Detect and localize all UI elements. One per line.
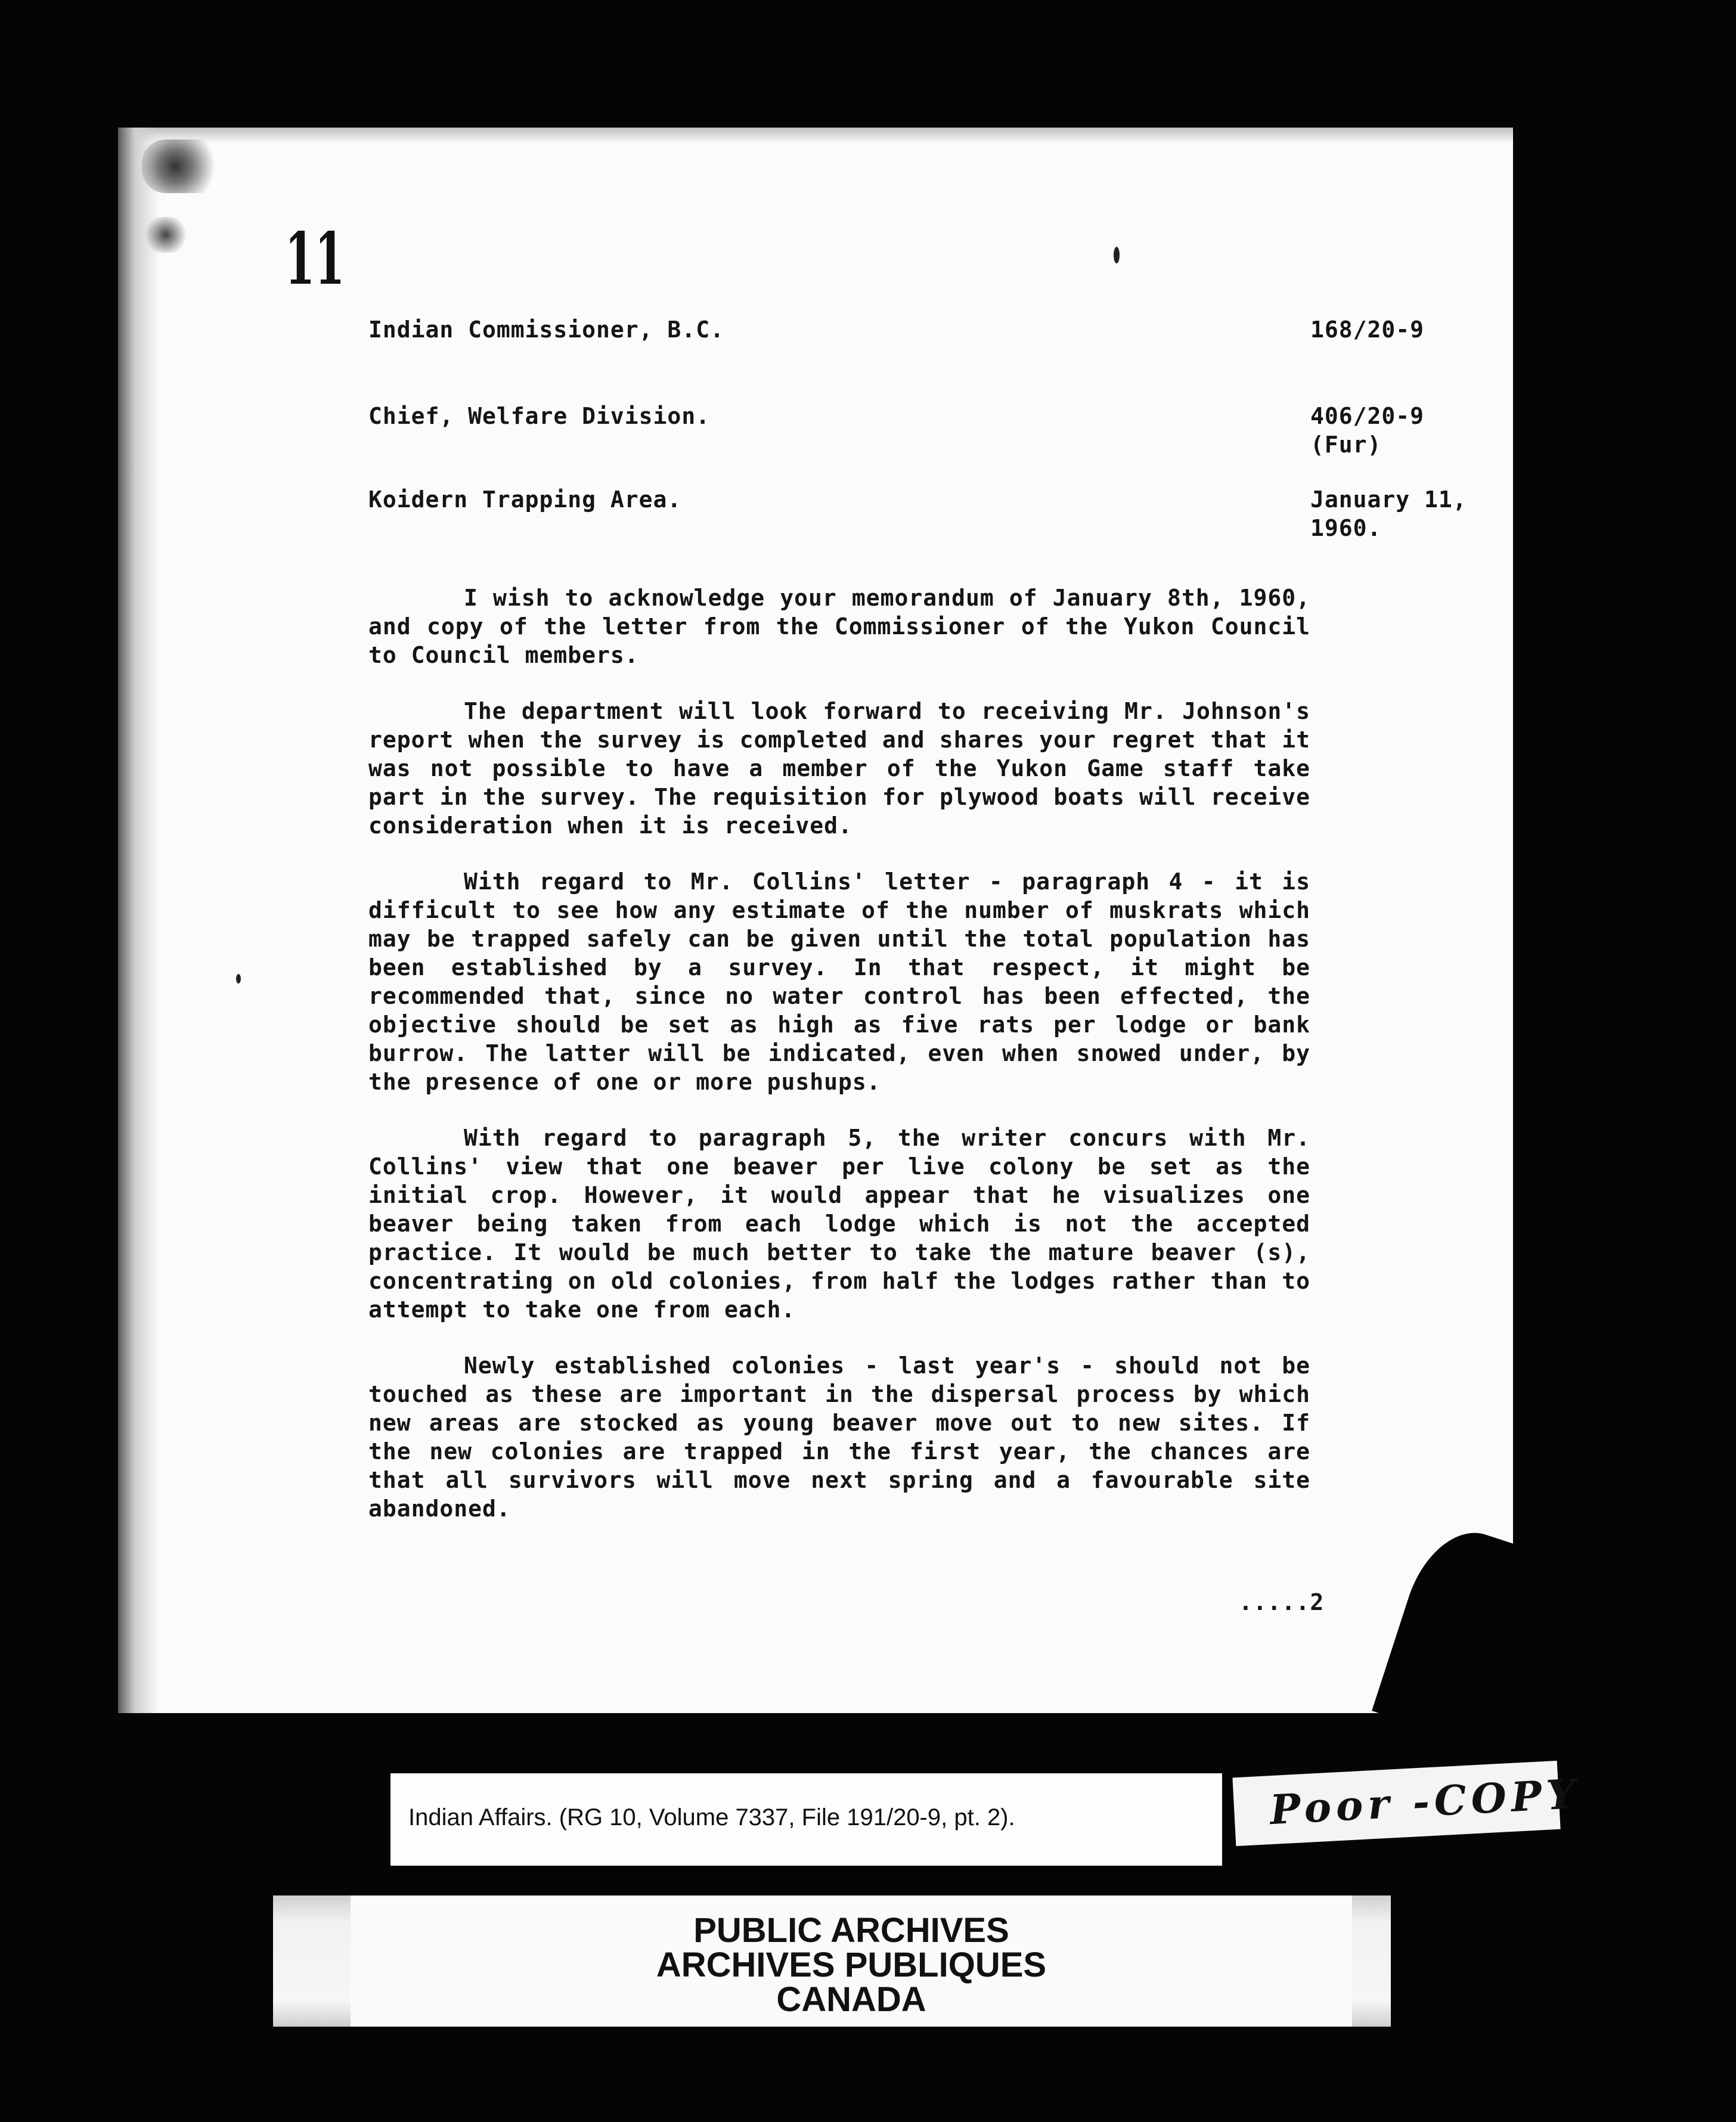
handwritten-page-number: 11 (285, 217, 345, 301)
staple-mark-lower (142, 217, 190, 253)
poor-copy-text: Poor -COPY (1269, 1770, 1582, 1835)
staple-mark (142, 139, 225, 193)
continuation-marker: .....2 (1239, 1589, 1325, 1615)
citation-text: Indian Affairs. (RG 10, Volume 7337, File 191/20-9, pt. 2). (408, 1804, 1015, 1831)
torn-page-corner (1372, 1518, 1513, 1713)
page-left-edge-shadow (118, 128, 160, 1713)
page-top-shadow (118, 128, 1513, 143)
memo-body (368, 584, 1310, 1550)
paragraph: With regard to paragraph 5, the writer concurs with Mr. Collins' view that one beaver per live colony be set as the initial crop. However, it would appear that he visualizes one beaver being taken from each lodge which is not the accepted practice. It would be much better to take the mature beaver (s), concentrating on old colonies, from half the lodges rather than to attempt to take one from each. (368, 1125, 1310, 1323)
paragraph: I wish to acknowledge your memorandum of January 8th, 1960, and copy of the letter from the Commissioner of the Yukon Council to Council members. (368, 585, 1310, 668)
header-recipient: Indian Commissioner, B.C. (368, 317, 724, 343)
header-row-to (368, 315, 1425, 344)
paragraph: Newly established colonies - last year's - should not be touched as these are important in the dispersal process by which new areas are stocked as young beaver move out to new sites. If the new colonies are trapped in the first year, the chances are that all survivors will move next spring and a favourable site abandoned. (368, 1352, 1310, 1522)
archive-stamp-line: ARCHIVES PUBLIQUES (656, 1946, 1047, 1984)
paragraph: With regard to Mr. Collins' letter - paragraph 4 - it is difficult to see how any estimate of the number of muskrats which may be trapped safely can be given until the total population has been established by a survey. In that respect, it might be recommended that, since no water control has been effected, the objective should be set as high as five rats per lodge or bank burrow. The latter will be indicated, even when snowed under, by the presence of one or more pushups. (368, 868, 1310, 1095)
paragraph: The department will look forward to receiving Mr. Johnson's report when the survey is completed and shares your regret that it was not possible to have a member of the Yukon Game staff take part in the survey. The requisition for plywood boats will receive consideration when it is received. (368, 698, 1310, 839)
citation-label (390, 1773, 1222, 1866)
archive-stamp-line: CANADA (776, 1980, 926, 2019)
header-row-from (368, 402, 1425, 458)
archive-stamp-line: PUBLIC ARCHIVES (693, 1911, 1009, 1950)
archive-stamp-bar (273, 1895, 1391, 2027)
poor-copy-tag (1232, 1761, 1582, 1846)
document-page (118, 128, 1513, 1713)
archive-stamp (351, 1895, 1352, 2027)
header-file-number: 168/20-9 (1310, 317, 1425, 343)
header-row-subject (368, 485, 1467, 541)
header-date-year: 1960. (1310, 515, 1382, 541)
header-file-number-2: 406/20-9 (1310, 403, 1425, 429)
header-date: January 11, (1310, 486, 1467, 513)
header-subject: Koidern Trapping Area. (368, 486, 682, 513)
header-sender: Chief, Welfare Division. (368, 403, 711, 429)
speck-mark (236, 974, 241, 984)
header-file-note: (Fur) (1310, 432, 1382, 458)
speck-mark (1114, 247, 1120, 263)
